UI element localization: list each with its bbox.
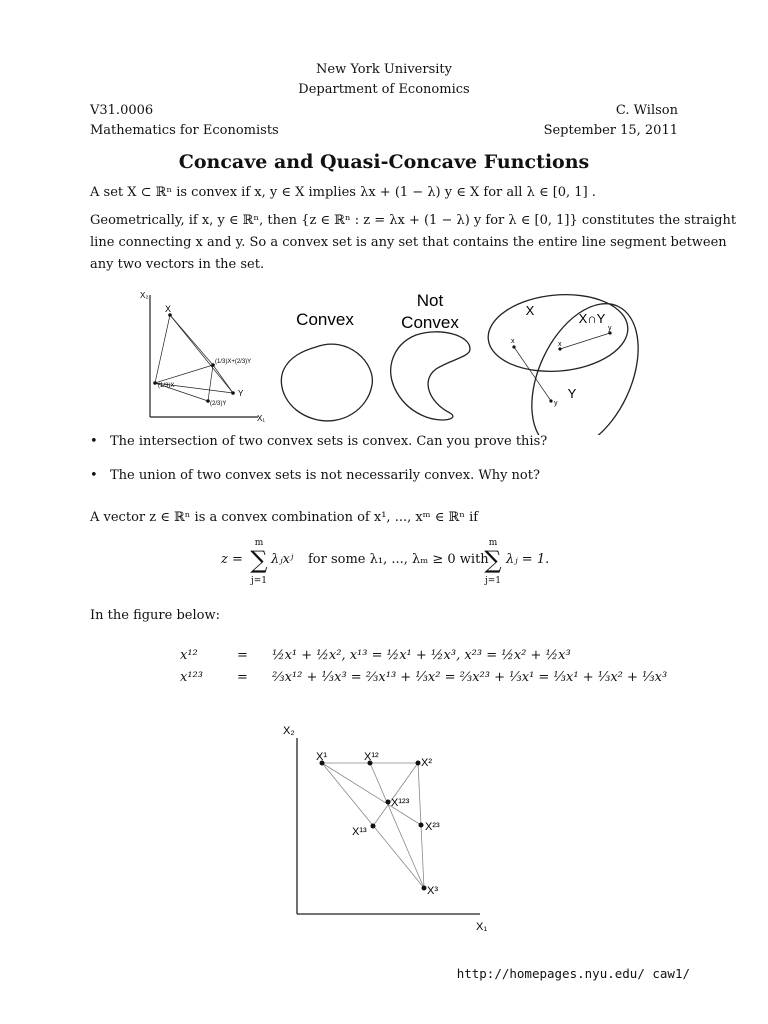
- fig2-point-x123: [386, 800, 391, 805]
- fig1-point-13x: [153, 381, 157, 385]
- bullet-intersection: • The intersection of two convex sets is convex. Can you prove this?: [90, 434, 548, 449]
- fig1-ellipse-segments: [514, 333, 610, 401]
- convex-combination-figure: [270, 718, 500, 938]
- fig1-label-x: X: [165, 304, 172, 314]
- geometric-paragraph-line2: line connecting x and y. So a convex set is any set that contains the entire line segment between: [90, 235, 727, 250]
- fig2-label-x3: X³: [427, 885, 438, 897]
- sum2-top: m: [488, 538, 498, 548]
- geometric-paragraph-line1: Geometrically, if x, y ∈ ℝⁿ, then {z ∈ ℝⁿ : z = λx + (1 − λ) y for λ ∈ [0, 1]} constitutes the straight: [90, 213, 737, 228]
- convex-combination-definition: A vector z ∈ ℝⁿ is a convex combination of x¹, ..., xᵐ ∈ ℝⁿ if: [90, 510, 479, 525]
- set-y-label: Y: [567, 386, 577, 401]
- fig2-label-x123: X¹²³: [391, 797, 410, 809]
- fig1-label-comb: (1/3)X+(2/3)Y: [215, 359, 252, 365]
- convex-combination-equation: [0, 538, 768, 588]
- fig1-small-label-y1: y: [554, 400, 558, 407]
- non-convex-shape: [391, 332, 470, 420]
- fig1-label-13x: (1/3)X: [158, 383, 175, 389]
- not-label: Not: [416, 291, 444, 310]
- sum1-symbol: ∑: [250, 546, 268, 574]
- instructor-name: C. Wilson: [615, 103, 678, 118]
- eq-term: λⱼxʲ: [271, 552, 294, 567]
- definition-convex-set: A set X ⊂ ℝⁿ is convex if x, y ∈ X implies λx + (1 − λ) y ∈ X for all λ ∈ [0, 1] .: [90, 185, 596, 200]
- eq-line1-rhs: ½x¹ + ½x², x¹³ = ½x¹ + ½x³, x²³ = ½x² + ½x³: [272, 648, 571, 663]
- eq-line2-rhs: ⅔x¹² + ⅓x³ = ⅔x¹³ + ⅓x² = ⅔x²³ + ⅓x¹ = ⅓x¹ + ⅓x² + ⅓x³: [272, 670, 668, 685]
- document-date: September 15, 2011: [543, 123, 678, 138]
- fig2-label-x13: X¹³: [352, 826, 367, 838]
- university-name: New York University: [316, 62, 452, 77]
- fig1-small-point-x1: [512, 345, 515, 348]
- course-code: V31.0006: [90, 103, 154, 118]
- sum2-bottom: j=1: [484, 576, 502, 586]
- fig2-label-x1: X¹: [316, 751, 327, 763]
- eq-line2-eq: =: [237, 670, 248, 685]
- course-name: Mathematics for Economists: [90, 123, 279, 138]
- sum1-top: m: [254, 538, 264, 548]
- geometric-paragraph-line3: any two vectors in the set.: [90, 257, 265, 272]
- fig2-x2-label: X₂: [283, 725, 295, 737]
- footer-url[interactable]: http://homepages.nyu.edu/ caw1/: [456, 966, 690, 981]
- convex-label: Convex: [296, 310, 354, 329]
- fig1-small-label-y2: y: [608, 325, 612, 332]
- fig1-point-y: [231, 391, 235, 395]
- fig1-x2-label: X₂: [140, 291, 149, 300]
- fig1-small-label-x1: x: [511, 338, 515, 345]
- bullet-union: • The union of two convex sets is not necessarily convex. Why not?: [90, 468, 540, 483]
- fig1-label-y: Y: [238, 389, 244, 398]
- fig2-label-x12: X¹²: [364, 751, 379, 763]
- set-x-label: X: [525, 303, 535, 318]
- convex-shape: [281, 344, 372, 421]
- bullet-union-text: The union of two convex sets is not necessarily convex. Why not?: [110, 468, 540, 483]
- fig1-small-point-y1: [549, 399, 552, 402]
- figure-intro: In the figure below:: [90, 608, 220, 623]
- fig1-label-23y: (2/3)Y: [210, 401, 227, 407]
- eq-lhs: z =: [221, 552, 243, 567]
- eq-line2-lhs: x¹²³: [180, 670, 203, 685]
- fig2-point-x3: [422, 886, 427, 891]
- fig2-point-x2: [416, 761, 421, 766]
- bullet-intersection-text: The intersection of two convex sets is convex. Can you prove this?: [110, 434, 548, 449]
- department-name: Department of Economics: [298, 82, 470, 97]
- not-convex-label: Convex: [401, 313, 459, 332]
- page-title: Concave and Quasi-Concave Functions: [178, 151, 590, 173]
- sum1-bottom: j=1: [250, 576, 268, 586]
- fig2-point-x23: [419, 823, 424, 828]
- fig2-label-x2: X²: [421, 757, 432, 769]
- fig1-small-label-x2: x: [558, 341, 562, 348]
- intersection-label: X∩Y: [578, 311, 606, 326]
- fig2-point-x13: [371, 824, 376, 829]
- eq-line1-lhs: x¹²: [180, 648, 198, 663]
- convex-sets-figure: [130, 285, 650, 435]
- eq-line1-eq: =: [237, 648, 248, 663]
- fig2-label-x23: X²³: [425, 821, 440, 833]
- eq-rhs: λⱼ = 1.: [506, 552, 550, 567]
- fig1-x1-label: X₁: [257, 414, 266, 423]
- eq-middle: for some λ₁, ..., λₘ ≥ 0 with: [308, 552, 489, 567]
- sum2-symbol: ∑: [484, 546, 502, 574]
- fig2-x1-label: X₁: [476, 921, 488, 933]
